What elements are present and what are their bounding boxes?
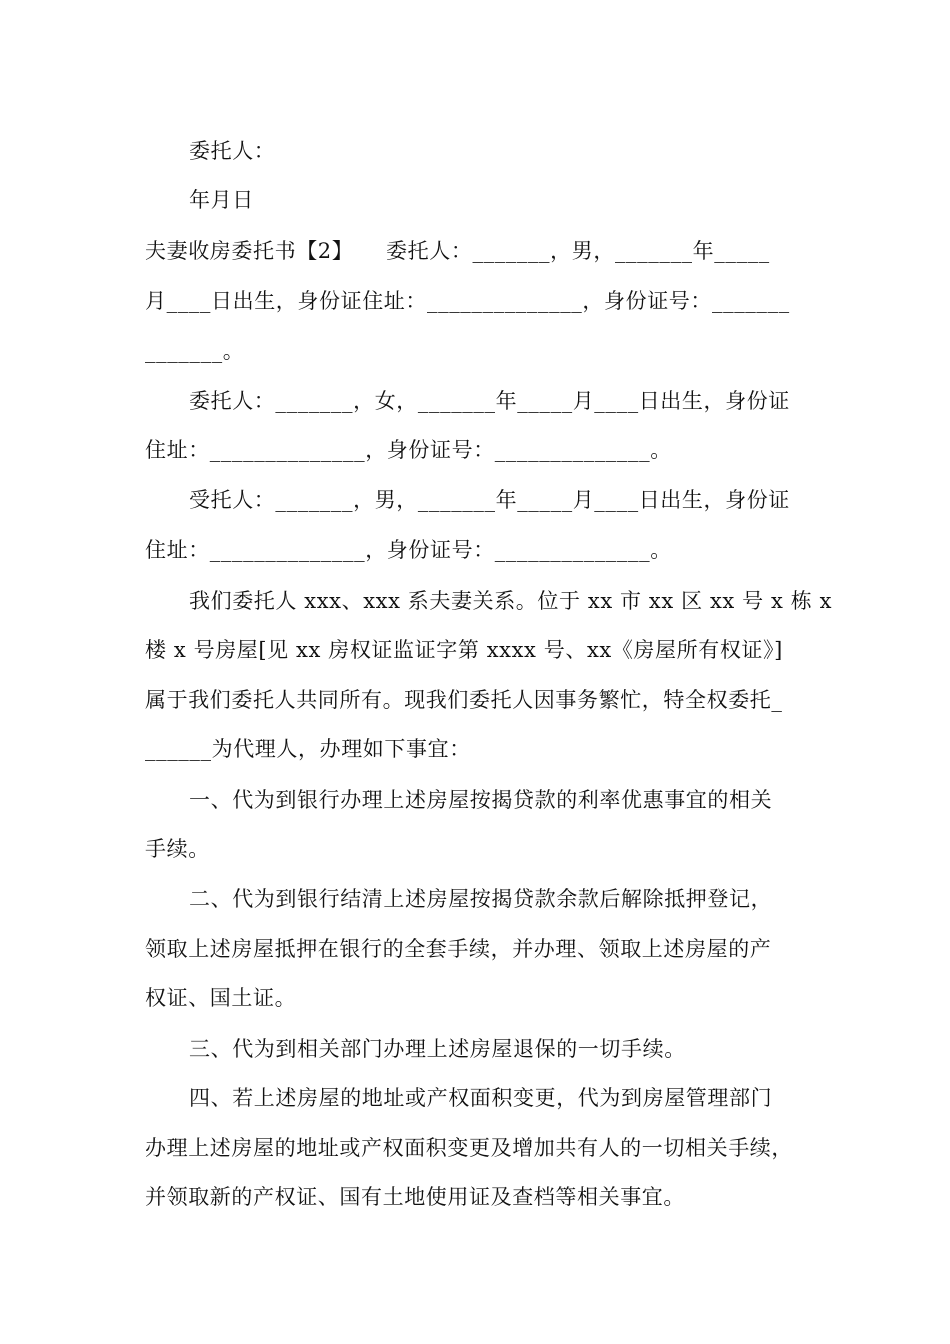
paragraph-line: _______。 — [145, 339, 245, 363]
paragraph-line: 手续。 — [145, 837, 210, 861]
paragraph-line: 权证、国土证。 — [145, 986, 297, 1010]
doc-title-line: 夫妻收房委托书【2】 委托人：_______，男，_______年_____ — [145, 239, 770, 263]
date-label: 年月日 — [189, 188, 254, 212]
paragraph-line: 一、代为到银行办理上述房屋按揭贷款的利率优惠事宜的相关 — [189, 788, 773, 812]
paragraph-line: 办理上述房屋的地址或产权面积变更及增加共有人的一切相关手续， — [145, 1136, 793, 1160]
paragraph-line: 并领取新的产权证、国有土地使用证及查档等相关事宜。 — [145, 1185, 685, 1209]
paragraph-line: 三、代为到相关部门办理上述房屋退保的一切手续。 — [189, 1037, 686, 1061]
paragraph-line: 属于我们委托人共同所有。现我们委托人因事务繁忙，特全权委托_ — [145, 688, 783, 712]
paragraph-line: 我们委托人 xxx、xxx 系夫妻关系。位于 xx 市 xx 区 xx 号 x 栋 x — [189, 589, 833, 613]
paragraph-line: 受托人：_______，男，_______年_____月____日出生，身份证 — [189, 488, 790, 512]
paragraph-line: 住址：______________，身份证号：______________。 — [145, 538, 672, 562]
paragraph-line: 委托人：_______，女，_______年_____月____日出生，身份证 — [189, 389, 790, 413]
paragraph-line: 月____日出生，身份证住址：______________，身份证号：_______ — [145, 289, 790, 313]
paragraph-line: 住址：______________，身份证号：______________。 — [145, 438, 672, 462]
paragraph-line: 四、若上述房屋的地址或产权面积变更，代为到房屋管理部门 — [189, 1086, 773, 1110]
paragraph-line: 楼 x 号房屋[见 xx 房权证监证字第 xxxx 号、xx《房屋所有权证》] — [145, 638, 783, 662]
principal-signature-label: 委托人： — [189, 139, 276, 163]
paragraph-line: ______为代理人，办理如下事宜： — [145, 737, 471, 761]
paragraph-line: 二、代为到银行结清上述房屋按揭贷款余款后解除抵押登记， — [189, 887, 773, 911]
paragraph-line: 领取上述房屋抵押在银行的全套手续，并办理、领取上述房屋的产 — [145, 937, 772, 961]
